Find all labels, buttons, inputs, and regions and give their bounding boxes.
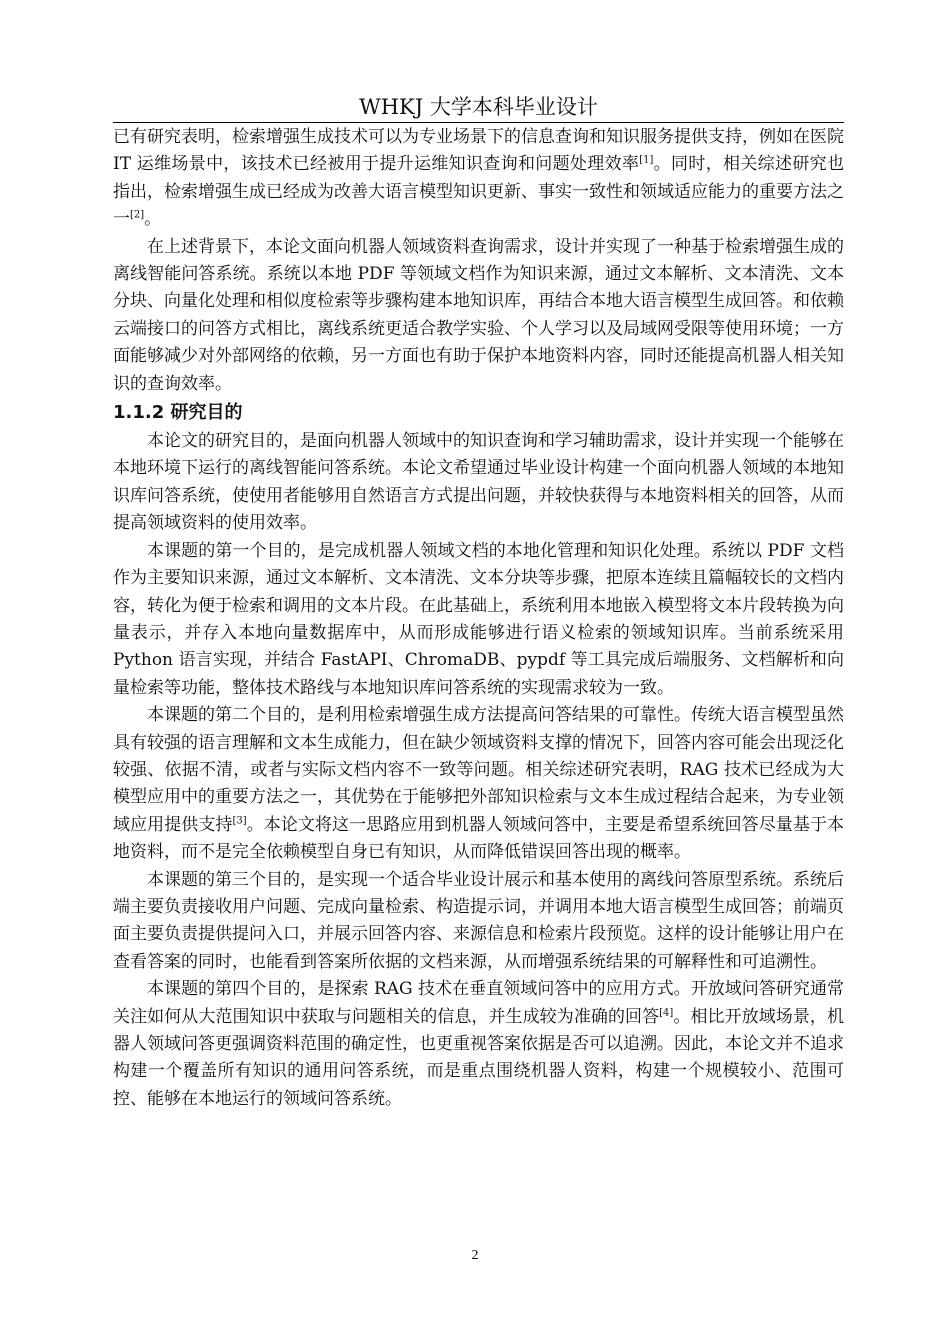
paragraph-7: 本课题的第四个目的，是探索 RAG 技术在垂直领域问答中的应用方式。开放域问答研究通常关注如何从大范围知识中获取与问题相关的信息，并生成较为准确的回答[4]。相比开放域场景，机器人领域问答更强调资料范围的确定性，也更重视答案依据是否可以追溯。因此，本论文并不追求构建一个覆盖所有知识的通用问答系统，而是重点围绕机器人资料，构建一个规模较小、范围可控、能够在本地运行的领域问答系统。 bbox=[113, 979, 845, 1109]
paragraph-5: 本课题的第二个目的，是利用检索增强生成方法提高问答结果的可靠性。传统大语言模型虽然具有较强的语言理解和文本生成能力，但在缺少领域资料支撑的情况下，回答内容可能会出现泛化较强、依据不清，或者与实际文档内容不一致等问题。相关综述研究表明，RAG 技术已经成为大模型应用中的重要方法之一，其优势在于能够把外部知识检索与文本生成过程结合起来，为专业领域应用提供支持[3]。本论文将这一思路应用到机器人领域问答中，主要是希望系统回答尽量基于本地资料，而不是完全依赖模型自身已有知识，从而降低错误回答出现的概率。 bbox=[113, 705, 845, 863]
citation-2: [2] bbox=[130, 209, 145, 221]
paragraph-4: 本课题的第一个目的，是完成机器人领域文档的本地化管理和知识化处理。系统以 PDF 文档作为主要知识来源，通过文本解析、文本清洗、文本分块等步骤，把原本连续且篇幅较长的文档内容，转化为便于检索和调用的文本片段。在此基础上，系统利用本地嵌入模型将文本片段转换为向量表示，并存入本地向量数据库中，从而形成能够进行语义检索的领域知识库。当前系统采用 Python 语言实现，并结合 FastAPI、ChromaDB、pypdf 等工具完成后端服务、文档解析和向量检索等功能，整体技术路线与本地知识库问答系统的实现需求较为一致。 bbox=[113, 540, 844, 698]
paragraph-2: 在上述背景下，本论文面向机器人领域资料查询需求，设计并实现了一种基于检索增强生成的离线智能问答系统。系统以本地 PDF 等领域文档作为知识来源，通过文本解析、文本清洗、文本分块、向量化处理和相似度检索等步骤构建本地知识库，再结合本地大语言模型生成回答。和依赖云端接口的问答方式相比，离线系统更适合教学实验、个人学习以及局域网受限等使用环境；一方面能够减少对外部网络的依赖，另一方面也有助于保护本地资料内容，同时还能提高机器人相关知识的查询效率。 bbox=[113, 236, 844, 394]
citation-4: [4] bbox=[659, 1006, 674, 1018]
page-number: 2 bbox=[471, 1248, 479, 1263]
document-body bbox=[113, 124, 844, 1113]
section-title: 研究目的 bbox=[170, 402, 243, 424]
paragraph-1: 已有研究表明，检索增强生成技术可以为专业场景下的信息查询和知识服务提供支持，例如在医院 IT 运维场景中，该技术已经被用于提升运维知识查询和问题处理效率[1]。同时，相关综述研究也指出，检索增强生成已经成为改善大语言模型知识更新、事实一致性和领域适应能力的重要方法之一[2]。 bbox=[113, 127, 844, 230]
citation-3: [3] bbox=[232, 815, 247, 827]
paragraph-3: 本论文的研究目的，是面向机器人领域中的知识查询和学习辅助需求，设计并实现一个能够在本地环境下运行的离线智能问答系统。本论文希望通过毕业设计构建一个面向机器人领域的本地知识库问答系统，使使用者能够用自然语言方式提出问题，并较快获得与本地资料相关的回答，从而提高领域资料的使用效率。 bbox=[113, 431, 844, 534]
section-heading bbox=[113, 398, 844, 428]
section-number: 1.1.2 bbox=[113, 402, 165, 424]
paragraph-6: 本课题的第三个目的，是实现一个适合毕业设计展示和基本使用的离线问答原型系统。系统后端主要负责接收用户问题、完成向量检索、构造提示词，并调用本地大语言模型生成回答；前端页面主要负责提供提问入口，并展示回答内容、来源信息和检索片段预览。这样的设计能够让用户在查看答案的同时，也能看到答案所依据的文档来源，从而增强系统结果的可解释性和可追溯性。 bbox=[113, 869, 844, 972]
citation-1: [1] bbox=[639, 154, 654, 166]
page-header: WHKJ 大学本科毕业设计 bbox=[113, 92, 844, 123]
